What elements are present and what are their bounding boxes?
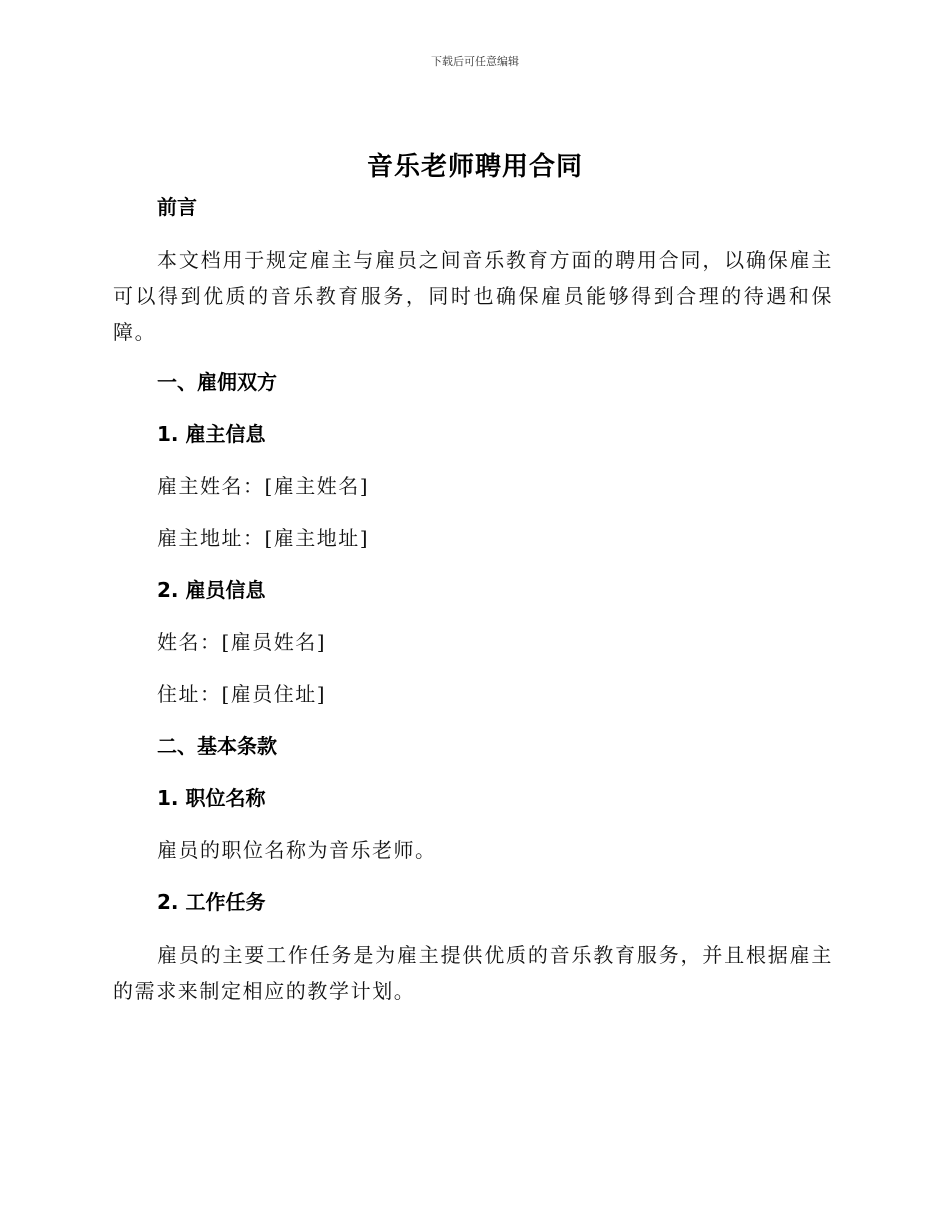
section-terms-heading: 二、基本条款 (157, 734, 277, 758)
document-body (113, 190, 833, 1024)
duties-heading: 2. 工作任务 (157, 890, 266, 914)
position-heading: 1. 职位名称 (157, 786, 266, 810)
employee-address-line: 住址：[雇员住址] (157, 682, 327, 706)
preface-paragraph: 本文档用于规定雇主与雇员之间音乐教育方面的聘用合同，以确保雇主可以得到优质的音乐教育服务，同时也确保雇员能够得到合理的待遇和保障。 (113, 248, 833, 344)
preface-heading: 前言 (157, 195, 197, 219)
section-parties-heading: 一、雇佣双方 (157, 370, 277, 394)
position-text: 雇员的职位名称为音乐老师。 (157, 838, 437, 862)
employer-name-line: 雇主姓名：[雇主姓名] (157, 474, 370, 498)
employee-info-heading: 2. 雇员信息 (157, 578, 266, 602)
duties-paragraph: 雇员的主要工作任务是为雇主提供优质的音乐教育服务，并且根据雇主的需求来制定相应的教学计划。 (113, 943, 833, 1003)
employer-info-heading: 1. 雇主信息 (157, 422, 266, 446)
employee-name-line: 姓名：[雇员姓名] (157, 630, 327, 654)
page-header: 下载后可任意编辑 (431, 55, 519, 68)
document-title: 音乐老师聘用合同 (366, 152, 583, 182)
employer-address-line: 雇主地址：[雇主地址] (157, 526, 370, 550)
